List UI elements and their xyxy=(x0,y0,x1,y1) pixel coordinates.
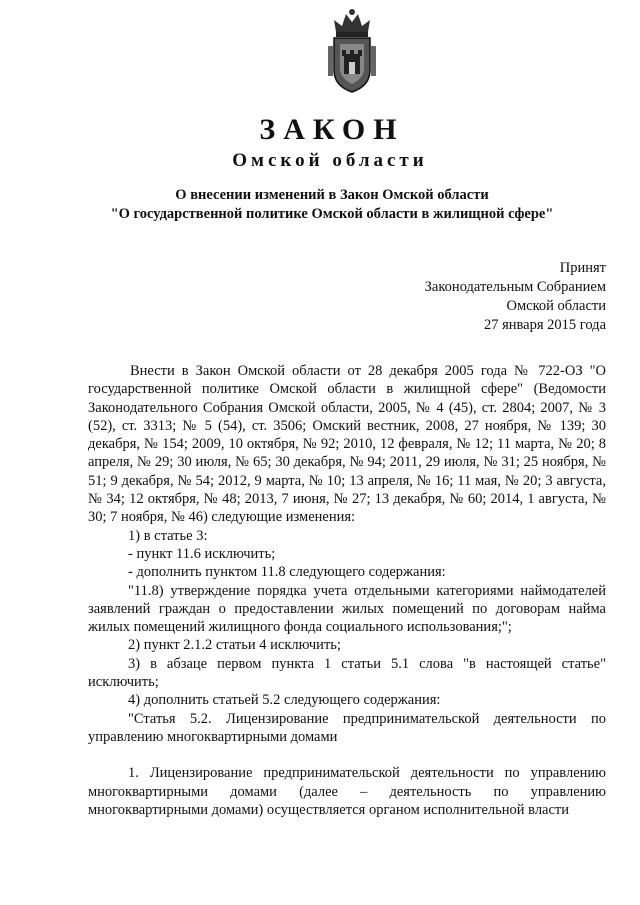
amendment-item-1: 1) в статье 3: xyxy=(128,527,208,544)
paragraph-gap xyxy=(88,746,606,764)
amendment-item-1c: "11.8) утверждение порядка учета отдельными категориями наймодателей заявлений граждан о предоставлении жилых помещений по договорам найма жилых помещений жилищного фонда социального использования;"; xyxy=(88,582,606,636)
amendment-item-4: 4) дополнить статьей 5.2 следующего содержания: xyxy=(128,692,441,709)
omsk-coat-of-arms-emblem xyxy=(326,8,378,94)
adoption-block xyxy=(425,259,606,335)
amendment-item-2: 2) пункт 2.1.2 статьи 4 исключить; xyxy=(128,637,341,654)
intro-paragraph: Внести в Закон Омской области от 28 декабря 2005 года № 722-ОЗ "О государственной политике Омской области в жилищной сфере" (Ведомости Законодательного Собрания Омской области, 2005, № 4 (45), ст. 2804; 2007, № 3 (52), ст. 3313; № 5 (54), ст. 3506; Омский вестник, 2008, 27 ноября, № 139; 30 декабря, № 154; 2009, 10 октября, № 92; 2010, 12 февраля, № 12; 11 марта, № 20; 8 апреля, № 29; 30 июля, № 65; 30 декабря, № 94; 2011, 29 июля, № 31; 25 ноября, № 51; 9 декабря, № 54; 2012, 9 марта, № 10; 13 апреля, № 16; 11 мая, № 20; 3 августа, № 34; 12 октября, № 48; 2013, 7 июня, № 27; 13 декабря, № 60; 2014, 1 августа, № 30; 7 ноября, № 46) следующие изменения: xyxy=(88,363,606,526)
document-title: ЗАКОН xyxy=(259,113,405,146)
adoption-line3: Омской области xyxy=(506,298,606,314)
adoption-line2: Законодательным Собранием xyxy=(424,279,606,295)
law-heading xyxy=(0,186,640,224)
adoption-date: 27 января 2015 года xyxy=(483,317,606,333)
document-subtitle: Омской области xyxy=(232,150,428,171)
amendment-item-3: 3) в абзаце первом пункта 1 статьи 5.1 слова "в настоящей статье" исключить; xyxy=(88,655,606,691)
amendment-item-1a: - пункт 11.6 исключить; xyxy=(128,545,276,562)
adoption-line1: Принят xyxy=(559,260,606,276)
amendment-item-1b: - дополнить пунктом 11.8 следующего содержания: xyxy=(128,564,446,581)
article-5-2-paragraph-1: 1. Лицензирование предпринимательской деятельности по управлению многоквартирными домами (далее – деятельность по управлению многоквартирными домами) осуществляется органом исполнительной власти xyxy=(88,765,606,818)
law-heading-line1: О внесении изменений в Закон Омской области xyxy=(175,187,489,203)
law-heading-line2: "О государственной политике Омской области в жилищной сфере" xyxy=(110,206,554,222)
law-body xyxy=(88,362,606,819)
article-5-2-title: "Статья 5.2. Лицензирование предпринимательской деятельности по управлению многоквартирными домами xyxy=(88,710,606,745)
